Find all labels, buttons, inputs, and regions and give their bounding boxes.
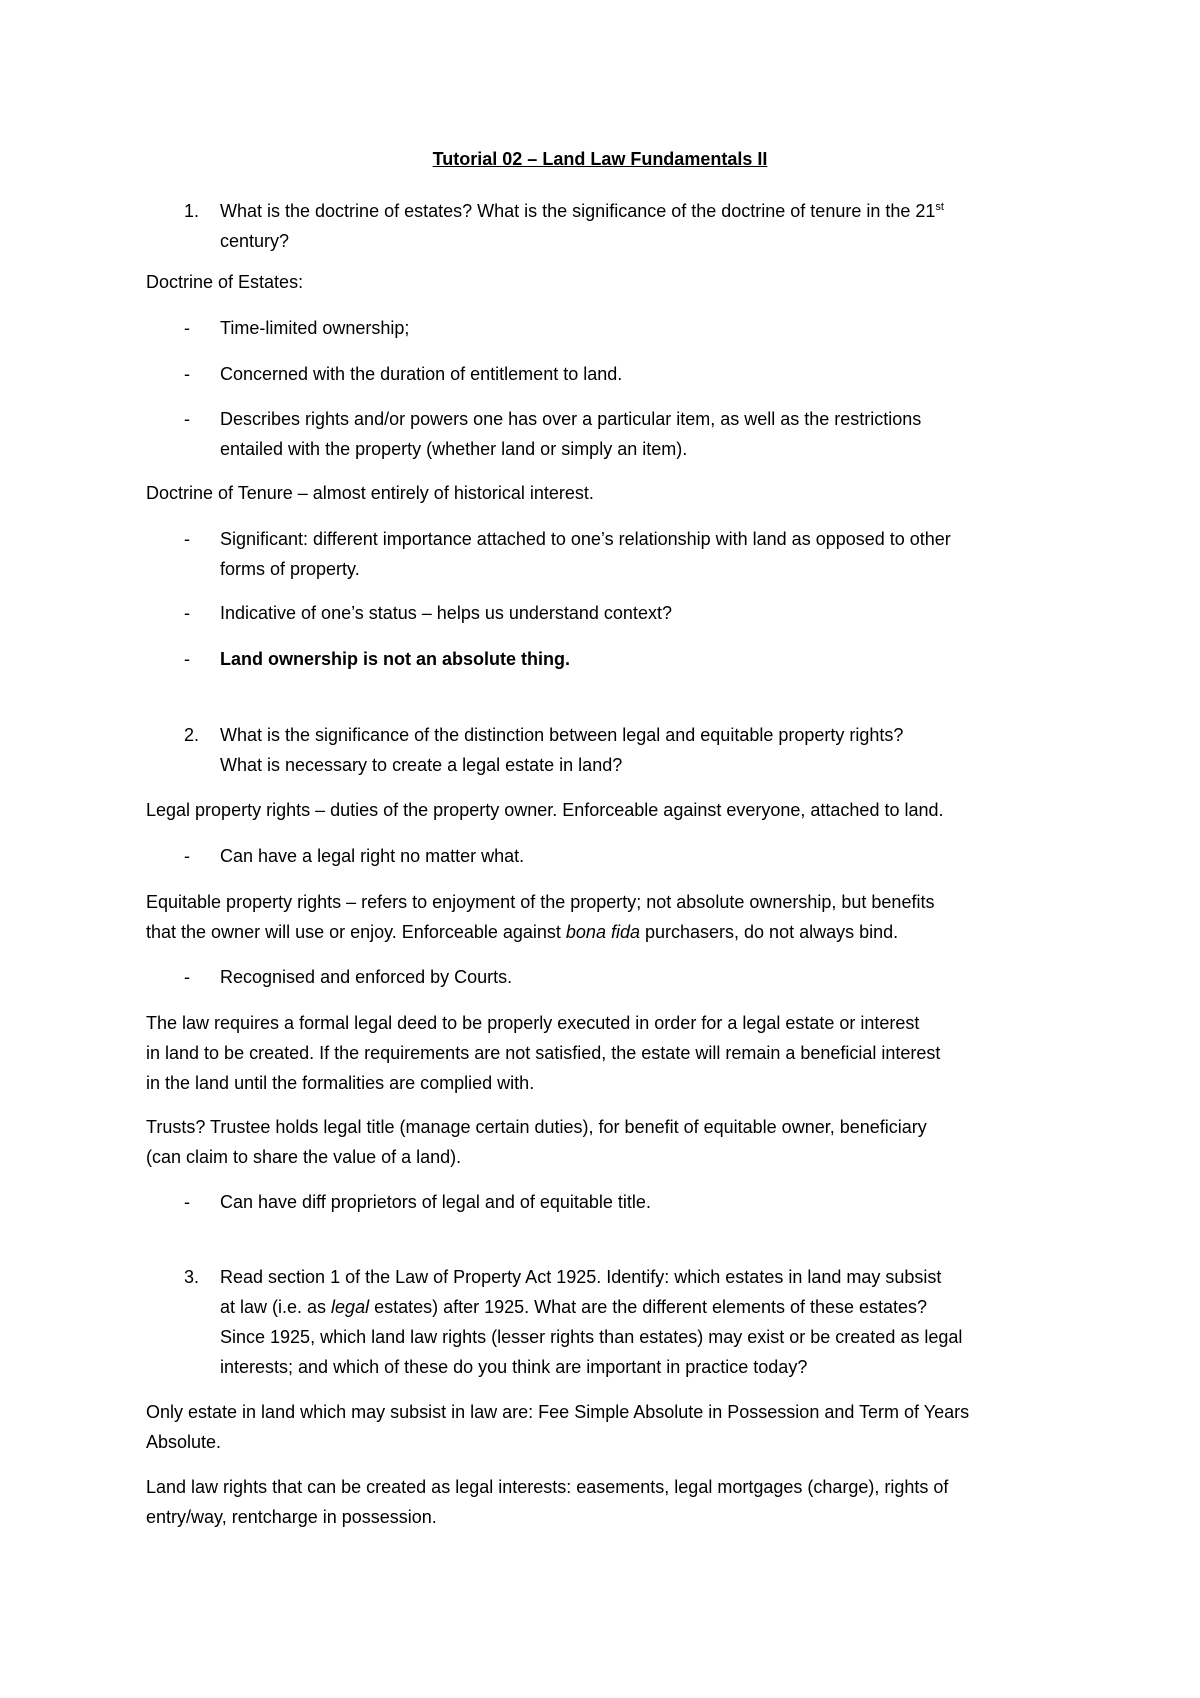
bullet-dash: - (184, 318, 190, 338)
list-item-text: Time-limited ownership; (220, 318, 410, 338)
bullet-dash: - (184, 529, 190, 549)
question-text: Read section 1 of the Law of Property Act 1925. Identify: which estates in land may subsist at law (i.e. as legal estates) after 1925. What are the different elements of these estates? Since 1925, which land law rights (lesser rights than estates) may exist or be created as legal interests; and which of these do you think are important in practice today? (220, 1267, 963, 1377)
bullet-dash: - (184, 364, 190, 384)
list-item (146, 404, 1066, 464)
question-2 (146, 720, 1066, 780)
question-1 (146, 196, 1066, 256)
superscript-st: st (935, 201, 944, 213)
question-text (220, 196, 1066, 256)
trusts-paragraph: Trusts? Trustee holds legal title (manage certain duties), for benefit of equitable owner, beneficiary (can claim to share the value of a land). (146, 1117, 927, 1167)
list-item (146, 1187, 1066, 1217)
list-item-text: Land ownership is not an absolute thing. (220, 649, 571, 669)
legal-interests-answer-paragraph: Land law rights that can be created as legal interests: easements, legal mortgages (charge), rights of entry/way, rentcharge in possession. (146, 1477, 949, 1527)
list-item (146, 313, 1066, 343)
list-item (146, 644, 1066, 674)
doctrine-of-tenure-heading: Doctrine of Tenure – almost entirely of historical interest. (146, 483, 594, 503)
doctrine-of-estates-heading: Doctrine of Estates: (146, 272, 304, 292)
question-number: 2. (184, 725, 200, 745)
formal-deed-paragraph: The law requires a formal legal deed to be properly executed in order for a legal estate or interest in land to be created. If the requirements are not satisfied, the estate will remain a beneficial interest in the land until the formalities are complied with. (146, 1013, 941, 1093)
bullet-dash: - (184, 409, 190, 429)
list-item (146, 598, 1066, 628)
question-text: What is the significance of the distinction between legal and equitable property rights? What is necessary to create a legal estate in land? (220, 725, 904, 775)
list-item-text: Recognised and enforced by Courts. (220, 967, 513, 987)
italic-term: legal (331, 1297, 370, 1317)
list-item (146, 841, 1066, 871)
question-1-line-2: century? (220, 231, 290, 251)
list-item-text: Indicative of one’s status – helps us understand context? (220, 603, 672, 623)
question-number: 3. (184, 1267, 200, 1287)
document-title: Tutorial 02 – Land Law Fundamentals II (432, 149, 768, 169)
italic-term: bona fida (565, 922, 640, 942)
list-item-text: Concerned with the duration of entitlement to land. (220, 364, 623, 384)
question-1-line-1: What is the doctrine of estates? What is the significance of the doctrine of tenure in the 21 (220, 201, 936, 221)
equitable-rights-paragraph: Equitable property rights – refers to enjoyment of the property; not absolute ownership, but benefits that the owner will use or enjoy. Enforceable against bona fida purchasers, do not always bind. (146, 892, 935, 942)
bullet-dash: - (184, 846, 190, 866)
bullet-dash: - (184, 603, 190, 623)
list-item-text: Significant: different importance attached to one’s relationship with land as opposed to other forms of property. (220, 529, 951, 579)
question-number: 1. (184, 201, 200, 221)
bullet-dash: - (184, 967, 190, 987)
list-item-text: Can have a legal right no matter what. (220, 846, 525, 866)
bullet-dash: - (184, 1192, 190, 1212)
list-item (146, 524, 1066, 584)
list-item (146, 359, 1066, 389)
list-item (146, 962, 1066, 992)
legal-estates-answer-paragraph: Only estate in land which may subsist in law are: Fee Simple Absolute in Possession and Term of Years Absolute. (146, 1402, 970, 1452)
bullet-dash: - (184, 649, 190, 669)
list-item-text: Describes rights and/or powers one has over a particular item, as well as the restrictions entailed with the property (whether land or simply an item). (220, 409, 922, 459)
question-3 (146, 1262, 1066, 1382)
legal-rights-paragraph: Legal property rights – duties of the property owner. Enforceable against everyone, attached to land. (146, 800, 944, 820)
list-item-text: Can have diff proprietors of legal and of equitable title. (220, 1192, 651, 1212)
